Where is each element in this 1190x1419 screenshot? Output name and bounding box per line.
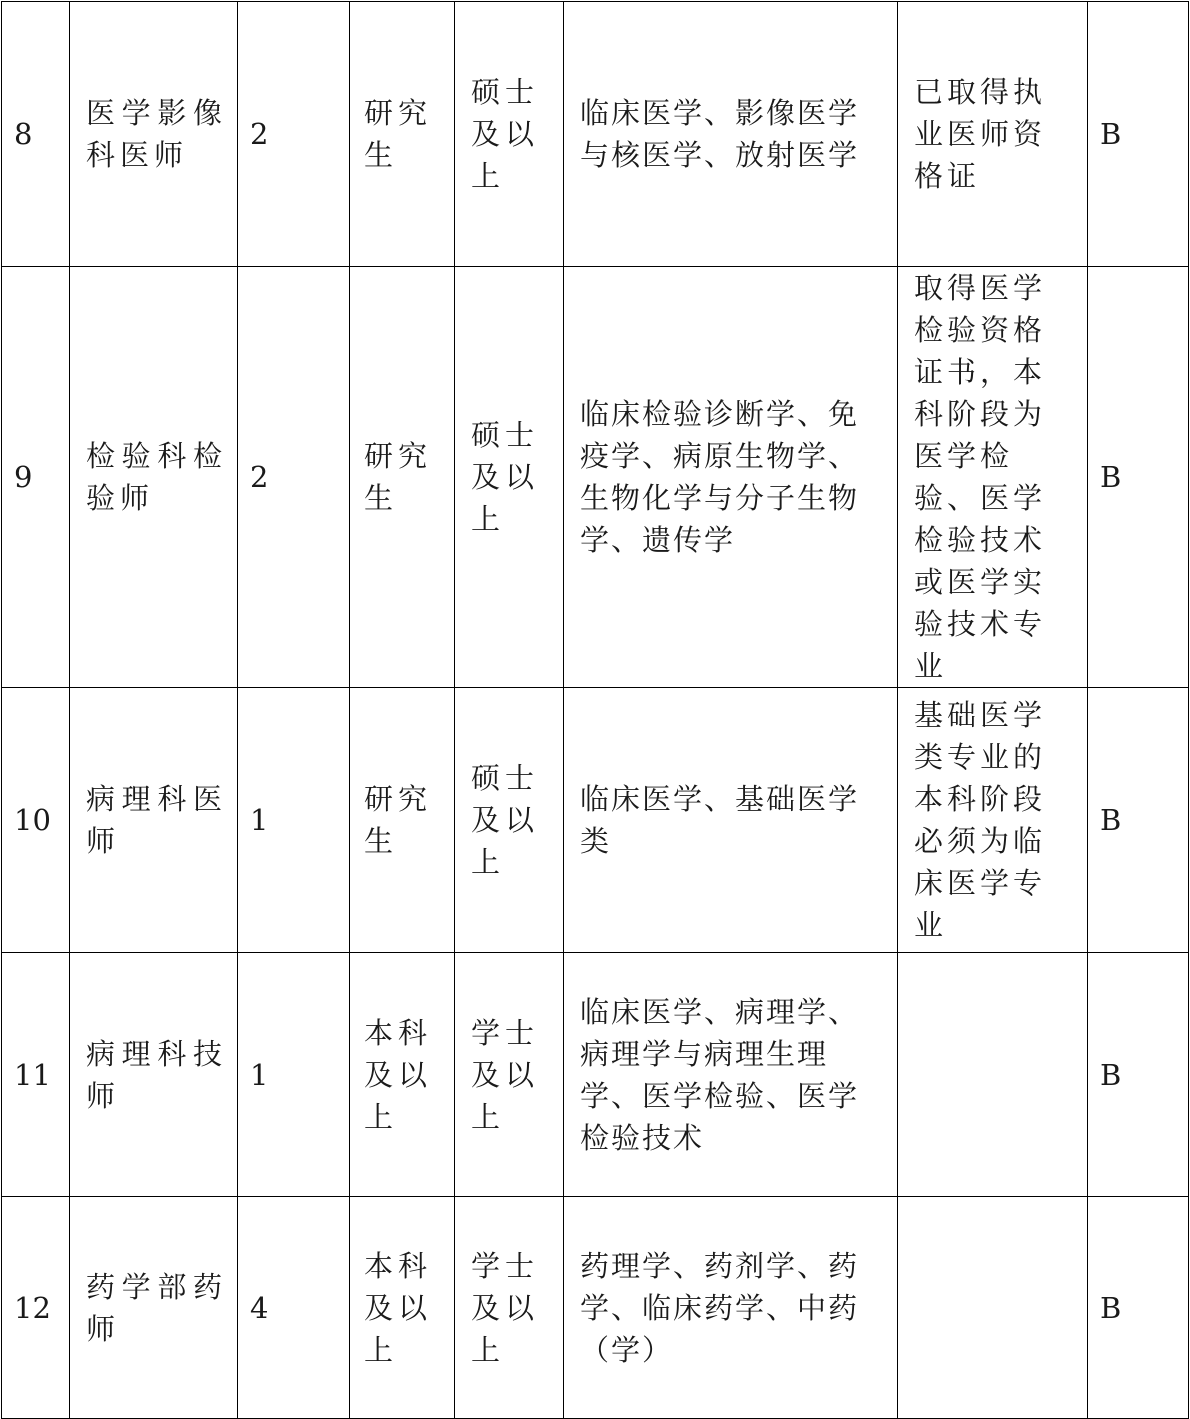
recruitment-table [1,1,1189,1419]
position-name: 检验科检验师 [70,267,238,688]
headcount: 1 [238,688,350,953]
education-requirement: 研究生 [350,2,455,267]
headcount: 1 [238,953,350,1197]
table-row [2,267,1189,688]
position-name: 医学影像科医师 [70,2,238,267]
headcount: 2 [238,2,350,267]
degree-requirement: 学士及以上 [455,1197,564,1419]
position-class: B [1088,267,1189,688]
other-requirement [898,953,1088,1197]
education-requirement: 研究生 [350,688,455,953]
table-row [2,2,1189,267]
position-class: B [1088,688,1189,953]
other-requirement: 已取得执业医师资格证 [898,2,1088,267]
row-number: 11 [2,953,70,1197]
major-requirement: 临床检验诊断学、免疫学、病原生物学、生物化学与分子生物学、遗传学 [564,267,898,688]
row-number: 12 [2,1197,70,1419]
position-class: B [1088,1197,1189,1419]
table-row [2,688,1189,953]
row-number: 10 [2,688,70,953]
degree-requirement: 硕士及以上 [455,688,564,953]
major-requirement: 药理学、药剂学、药学、临床药学、中药（学） [564,1197,898,1419]
position-class: B [1088,953,1189,1197]
degree-requirement: 硕士及以上 [455,267,564,688]
row-number: 9 [2,267,70,688]
headcount: 4 [238,1197,350,1419]
major-requirement: 临床医学、影像医学与核医学、放射医学 [564,2,898,267]
education-requirement: 研究生 [350,267,455,688]
education-requirement: 本科及以上 [350,953,455,1197]
other-requirement: 取得医学检验资格证书，本科阶段为医学检验、医学检验技术或医学实验技术专业 [898,267,1088,688]
degree-requirement: 学士及以上 [455,953,564,1197]
table-row [2,1197,1189,1419]
row-number: 8 [2,2,70,267]
education-requirement: 本科及以上 [350,1197,455,1419]
major-requirement: 临床医学、病理学、病理学与病理生理学、医学检验、医学检验技术 [564,953,898,1197]
position-name: 药学部药师 [70,1197,238,1419]
position-class: B [1088,2,1189,267]
position-name: 病理科医师 [70,688,238,953]
major-requirement: 临床医学、基础医学类 [564,688,898,953]
position-name: 病理科技师 [70,953,238,1197]
table-row [2,953,1189,1197]
degree-requirement: 硕士及以上 [455,2,564,267]
other-requirement: 基础医学类专业的本科阶段必须为临床医学专业 [898,688,1088,953]
headcount: 2 [238,267,350,688]
other-requirement [898,1197,1088,1419]
